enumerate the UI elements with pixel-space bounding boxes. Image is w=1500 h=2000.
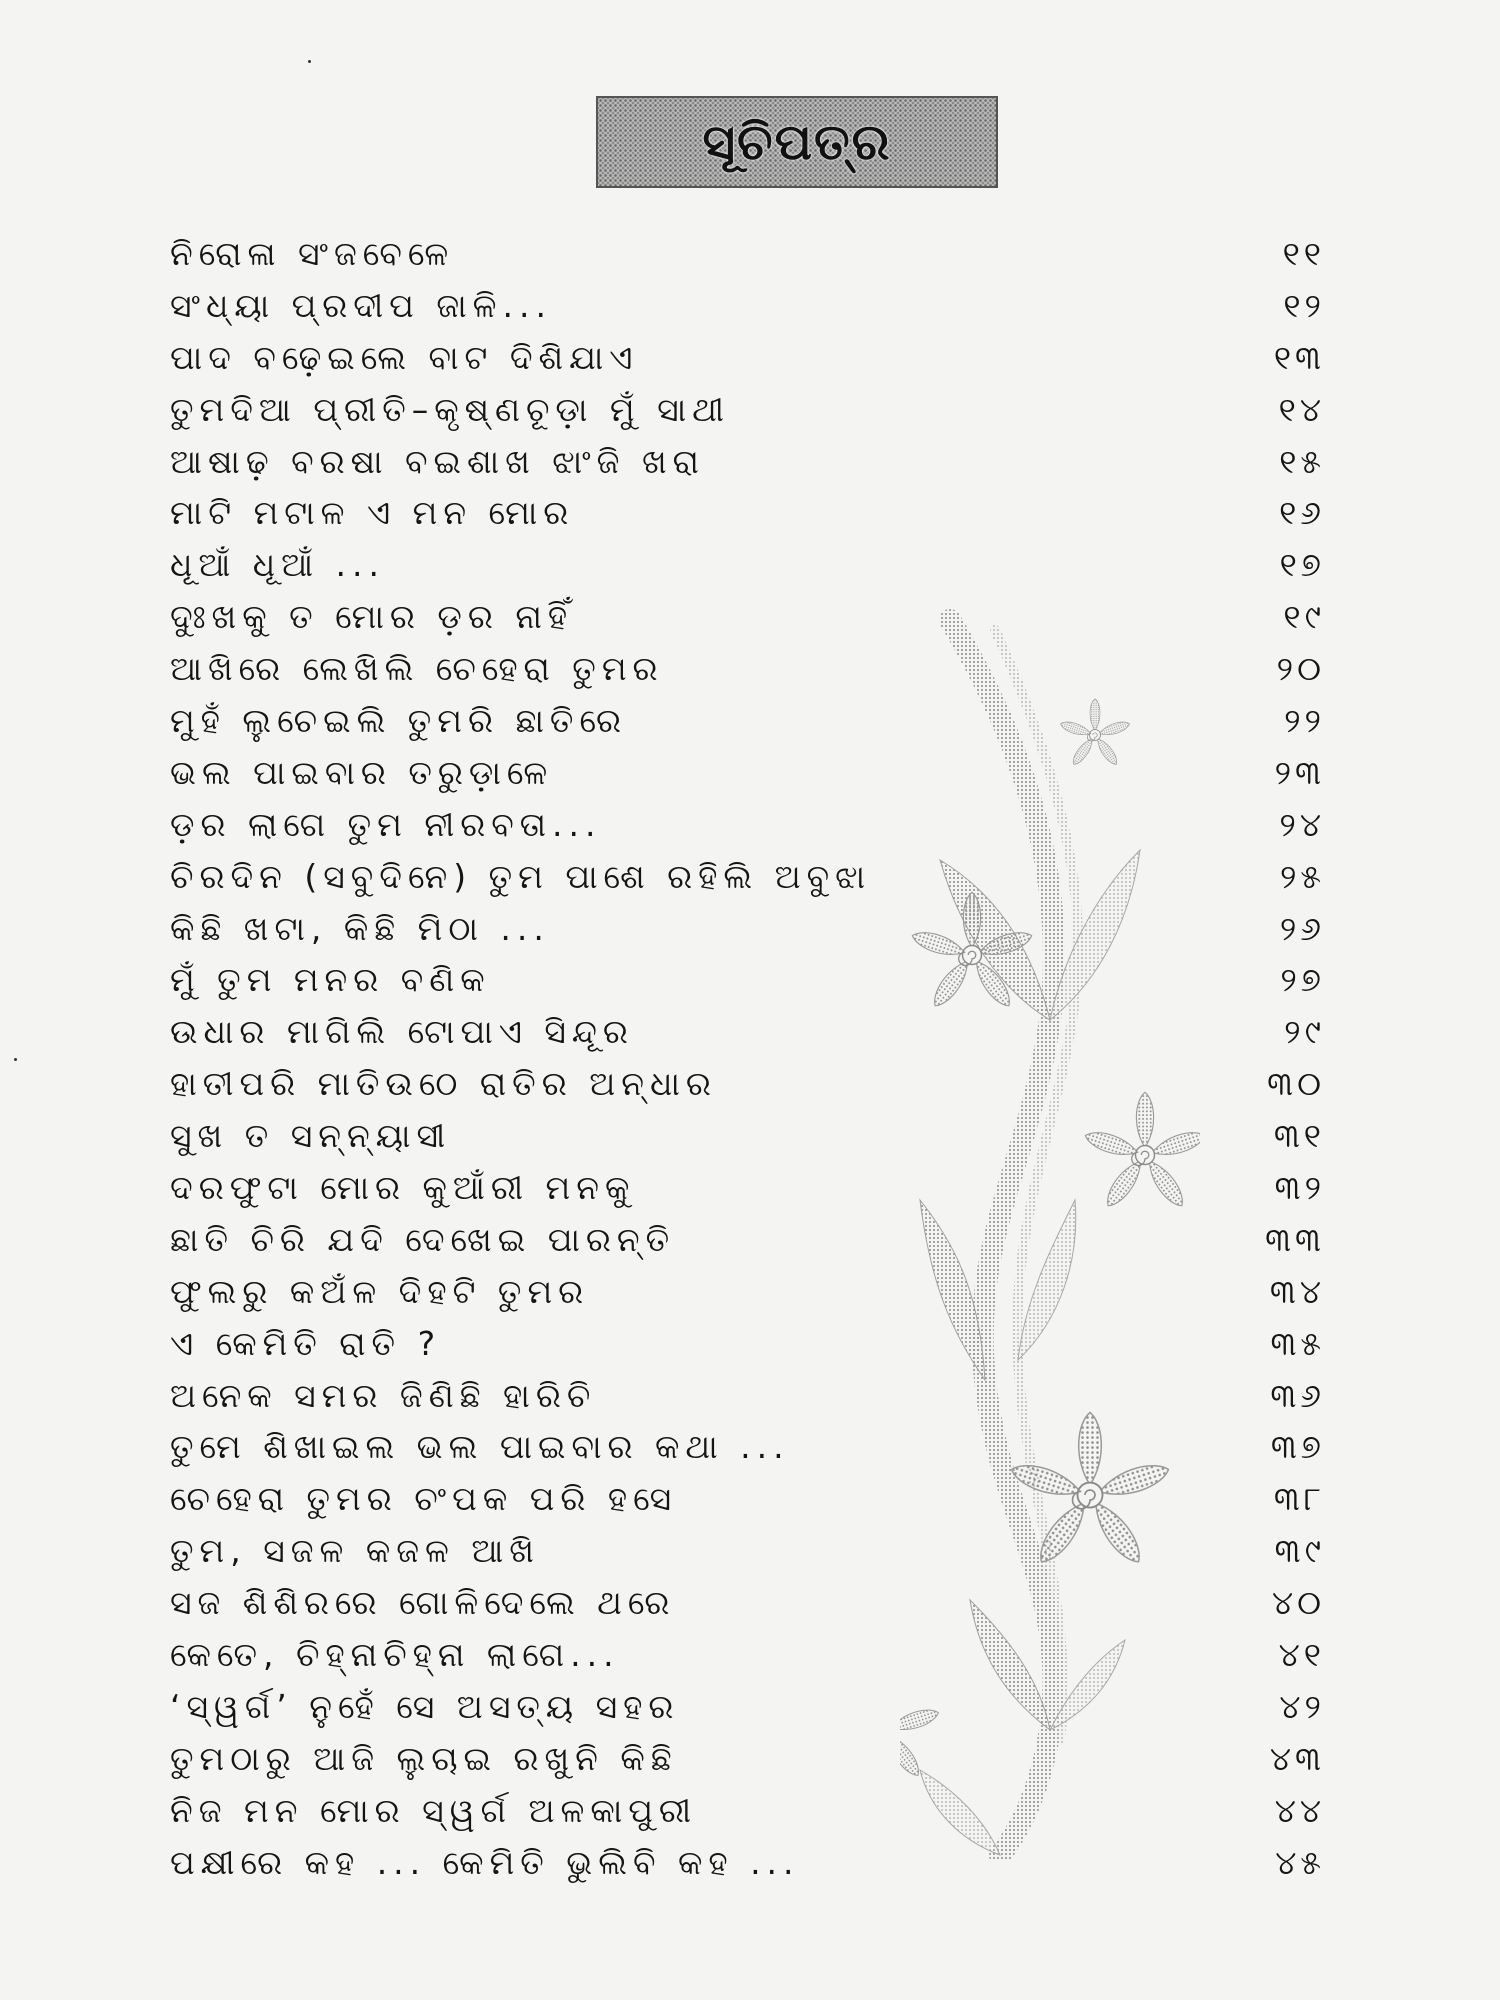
floral-vine-ornament-icon: [900, 600, 1200, 1860]
toc-entry-page-number: ୨୬: [1279, 908, 1325, 948]
toc-entry: [170, 436, 1325, 488]
toc-entry-title: ଧୂଆଁ ଧୂଆଁ ...: [170, 545, 386, 585]
toc-entry-page-number: ୧୪: [1278, 389, 1325, 429]
toc-entry-title: ହାତୀପରି ମାତିଉଠେ ରାତିର ଅନ୍ଧାର: [170, 1064, 717, 1104]
toc-entry-title: ମୁହଁ ଲୁଚେଇଲି ତୁମରି ଛାତିରେ: [170, 701, 628, 741]
toc-entry-page-number: ୪୨: [1279, 1686, 1325, 1726]
toc-entry-title: ଚେହେରା ତୁମର ଚଂପକ ପରି ହସେ: [170, 1479, 678, 1519]
toc-entry-title: ତୁମଦିଆ ପ୍ରୀତି–କୃଷ୍ଣଚୂଡ଼ା ମୁଁ ସାଥୀ: [170, 389, 730, 429]
toc-entry-title: ସଂଧ୍ୟା ପ୍ରଦୀପ ଜାଳି...: [170, 285, 552, 325]
toc-entry-title: ଅନେକ ସମର ଜିଣିଛି ହାରିଚି: [170, 1375, 597, 1415]
toc-entry: [170, 539, 1325, 591]
toc-entry-title: ତୁମେ ଶିଖାଇଲ ଭଲ ପାଇବାର କଥା ...: [170, 1427, 790, 1467]
toc-entry-page-number: ୨୪: [1279, 804, 1325, 844]
toc-entry-page-number: ୩୧: [1273, 1116, 1325, 1156]
toc-entry-title: ଚିରଦିନ (ସବୁଦିନେ) ତୁମ ପାଶେ ରହିଲି ଅବୁଝା: [170, 856, 872, 896]
toc-entry-page-number: ୩୪: [1269, 1271, 1325, 1311]
toc-entry-title: ପକ୍ଷୀରେ କହ ... କେମିତି ଭୁଲିବି କହ ...: [170, 1842, 800, 1882]
toc-entry-title: ସୁଖ ତ ସନ୍ନ୍ୟାସୀ: [170, 1116, 452, 1156]
toc-entry-page-number: ୧୧: [1282, 234, 1325, 273]
toc-entry-page-number: ୪୧: [1278, 1635, 1325, 1675]
toc-entry-title: ସଜ ଶିଶିରରେ ଗୋଳିଦେଲେ ଥରେ: [170, 1583, 676, 1623]
toc-entry-page-number: ୪୪: [1274, 1790, 1325, 1830]
toc-entry-title: ତୁମଠାରୁ ଆଜି ଲୁଚାଇ ରଖୁନି କିଛି: [170, 1738, 678, 1778]
toc-entry: [170, 384, 1325, 436]
toc-entry-page-number: ୨୭: [1280, 960, 1325, 1000]
toc-entry-title: କେତେ, ଚିହ୍ନାଚିହ୍ନା ଲାଗେ...: [170, 1635, 620, 1675]
toc-entry-page-number: ୩୯: [1274, 1531, 1325, 1571]
contents-title-box: [596, 96, 998, 188]
toc-entry-page-number: ୪୫: [1275, 1842, 1325, 1882]
toc-entry-title: ନିରୋଳା ସଂଜବେଳେ: [170, 234, 455, 273]
toc-entry-title: ଆଖିରେ ଲେଖିଲି ଚେହେରା ତୁମର: [170, 649, 664, 689]
toc-entry-title: ଫୁଲରୁ କଅଁଳ ଦିହଟି ତୁମର: [170, 1271, 590, 1311]
toc-entry-page-number: ୩୩: [1265, 1219, 1325, 1259]
toc-entry: [170, 228, 1325, 280]
toc-entry-page-number: ୨୯: [1284, 1012, 1325, 1052]
toc-entry-page-number: ୧୭: [1279, 545, 1325, 585]
toc-entry-title: ‘ସ୍ୱର୍ଗ’ ନୁହେଁ ସେ ଅସତ୍ୟ ସହର: [170, 1686, 680, 1726]
toc-entry-title: ଭଲ ପାଇବାର ତରୁଡ଼ାଳେ: [170, 752, 554, 792]
toc-entry-title: ନିଜ ମନ ମୋର ସ୍ୱର୍ଗ ଅଳକାପୁରୀ: [170, 1790, 698, 1830]
toc-entry-title: ତୁମ, ସଜଳ କଜଳ ଆଖି: [170, 1531, 540, 1571]
toc-entry: [170, 280, 1325, 332]
toc-entry-page-number: ୩୮: [1273, 1479, 1325, 1519]
toc-entry-title: ଦରଫୁଟା ମୋର କୁଆଁରୀ ମନକୁ: [170, 1168, 636, 1208]
toc-entry-page-number: ୨୦: [1276, 649, 1325, 689]
toc-entry-title: ଏ କେମିତି ରାତି ?: [170, 1323, 442, 1363]
toc-entry-title: ଆଷାଢ଼ ବରଷା ବଇଶାଖ ଝାଂଜି ଖରା: [170, 441, 705, 481]
toc-entry-page-number: ୨୨: [1284, 701, 1325, 741]
toc-entry-title: ମୁଁ ତୁମ ମନର ବଣିକ: [170, 960, 491, 1000]
toc-entry-page-number: ୧୨: [1283, 285, 1325, 325]
toc-entry-page-number: ୩୨: [1274, 1168, 1325, 1208]
toc-entry-title: ପାଦ ବଢ଼େଇଲେ ବାଟ ଦିଶିଯାଏ: [170, 337, 639, 377]
toc-entry-page-number: ୧୬: [1279, 493, 1325, 533]
toc-entry-page-number: ୨୫: [1279, 856, 1325, 896]
toc-entry-page-number: ୪୦: [1271, 1583, 1325, 1623]
toc-entry-title: କିଛି ଖଟା, କିଛି ମିଠା ...: [170, 908, 550, 948]
toc-entry: [170, 487, 1325, 539]
toc-entry-title: ମାଟି ମଟାଳ ଏ ମନ ମୋର: [170, 493, 575, 533]
toc-entry-page-number: ୩୦: [1267, 1064, 1325, 1104]
toc-entry-page-number: ୩୭: [1270, 1427, 1325, 1467]
toc-entry-title: ଛାତି ଚିରି ଯଦି ଦେଖେଇ ପାରନ୍ତି: [170, 1219, 676, 1259]
toc-entry-page-number: ୧୫: [1279, 441, 1325, 481]
toc-entry-page-number: ୩୬: [1270, 1375, 1325, 1415]
toc-entry: [170, 332, 1325, 384]
toc-entry-title: ଉଧାର ମାଗିଲି ଟୋପାଏ ସିନ୍ଦୂର: [170, 1012, 634, 1052]
toc-entry-page-number: ୧୯: [1283, 597, 1325, 637]
toc-entry-title: ଦୁଃଖକୁ ତ ମୋର ଡ଼ର ନାହିଁ: [170, 597, 574, 637]
page-title: ସୂଚିପତ୍ର: [702, 112, 892, 171]
toc-entry-page-number: ୪୩: [1269, 1738, 1325, 1778]
toc-entry-page-number: ୩୫: [1270, 1323, 1325, 1363]
ink-speck: [14, 1058, 17, 1061]
ink-speck: [308, 60, 311, 63]
toc-entry-page-number: ୨୩: [1274, 752, 1325, 792]
toc-entry-title: ଡ଼ର ଲାଗେ ତୁମ ନୀରବତା...: [170, 804, 602, 844]
toc-entry-page-number: ୧୩: [1273, 337, 1325, 377]
